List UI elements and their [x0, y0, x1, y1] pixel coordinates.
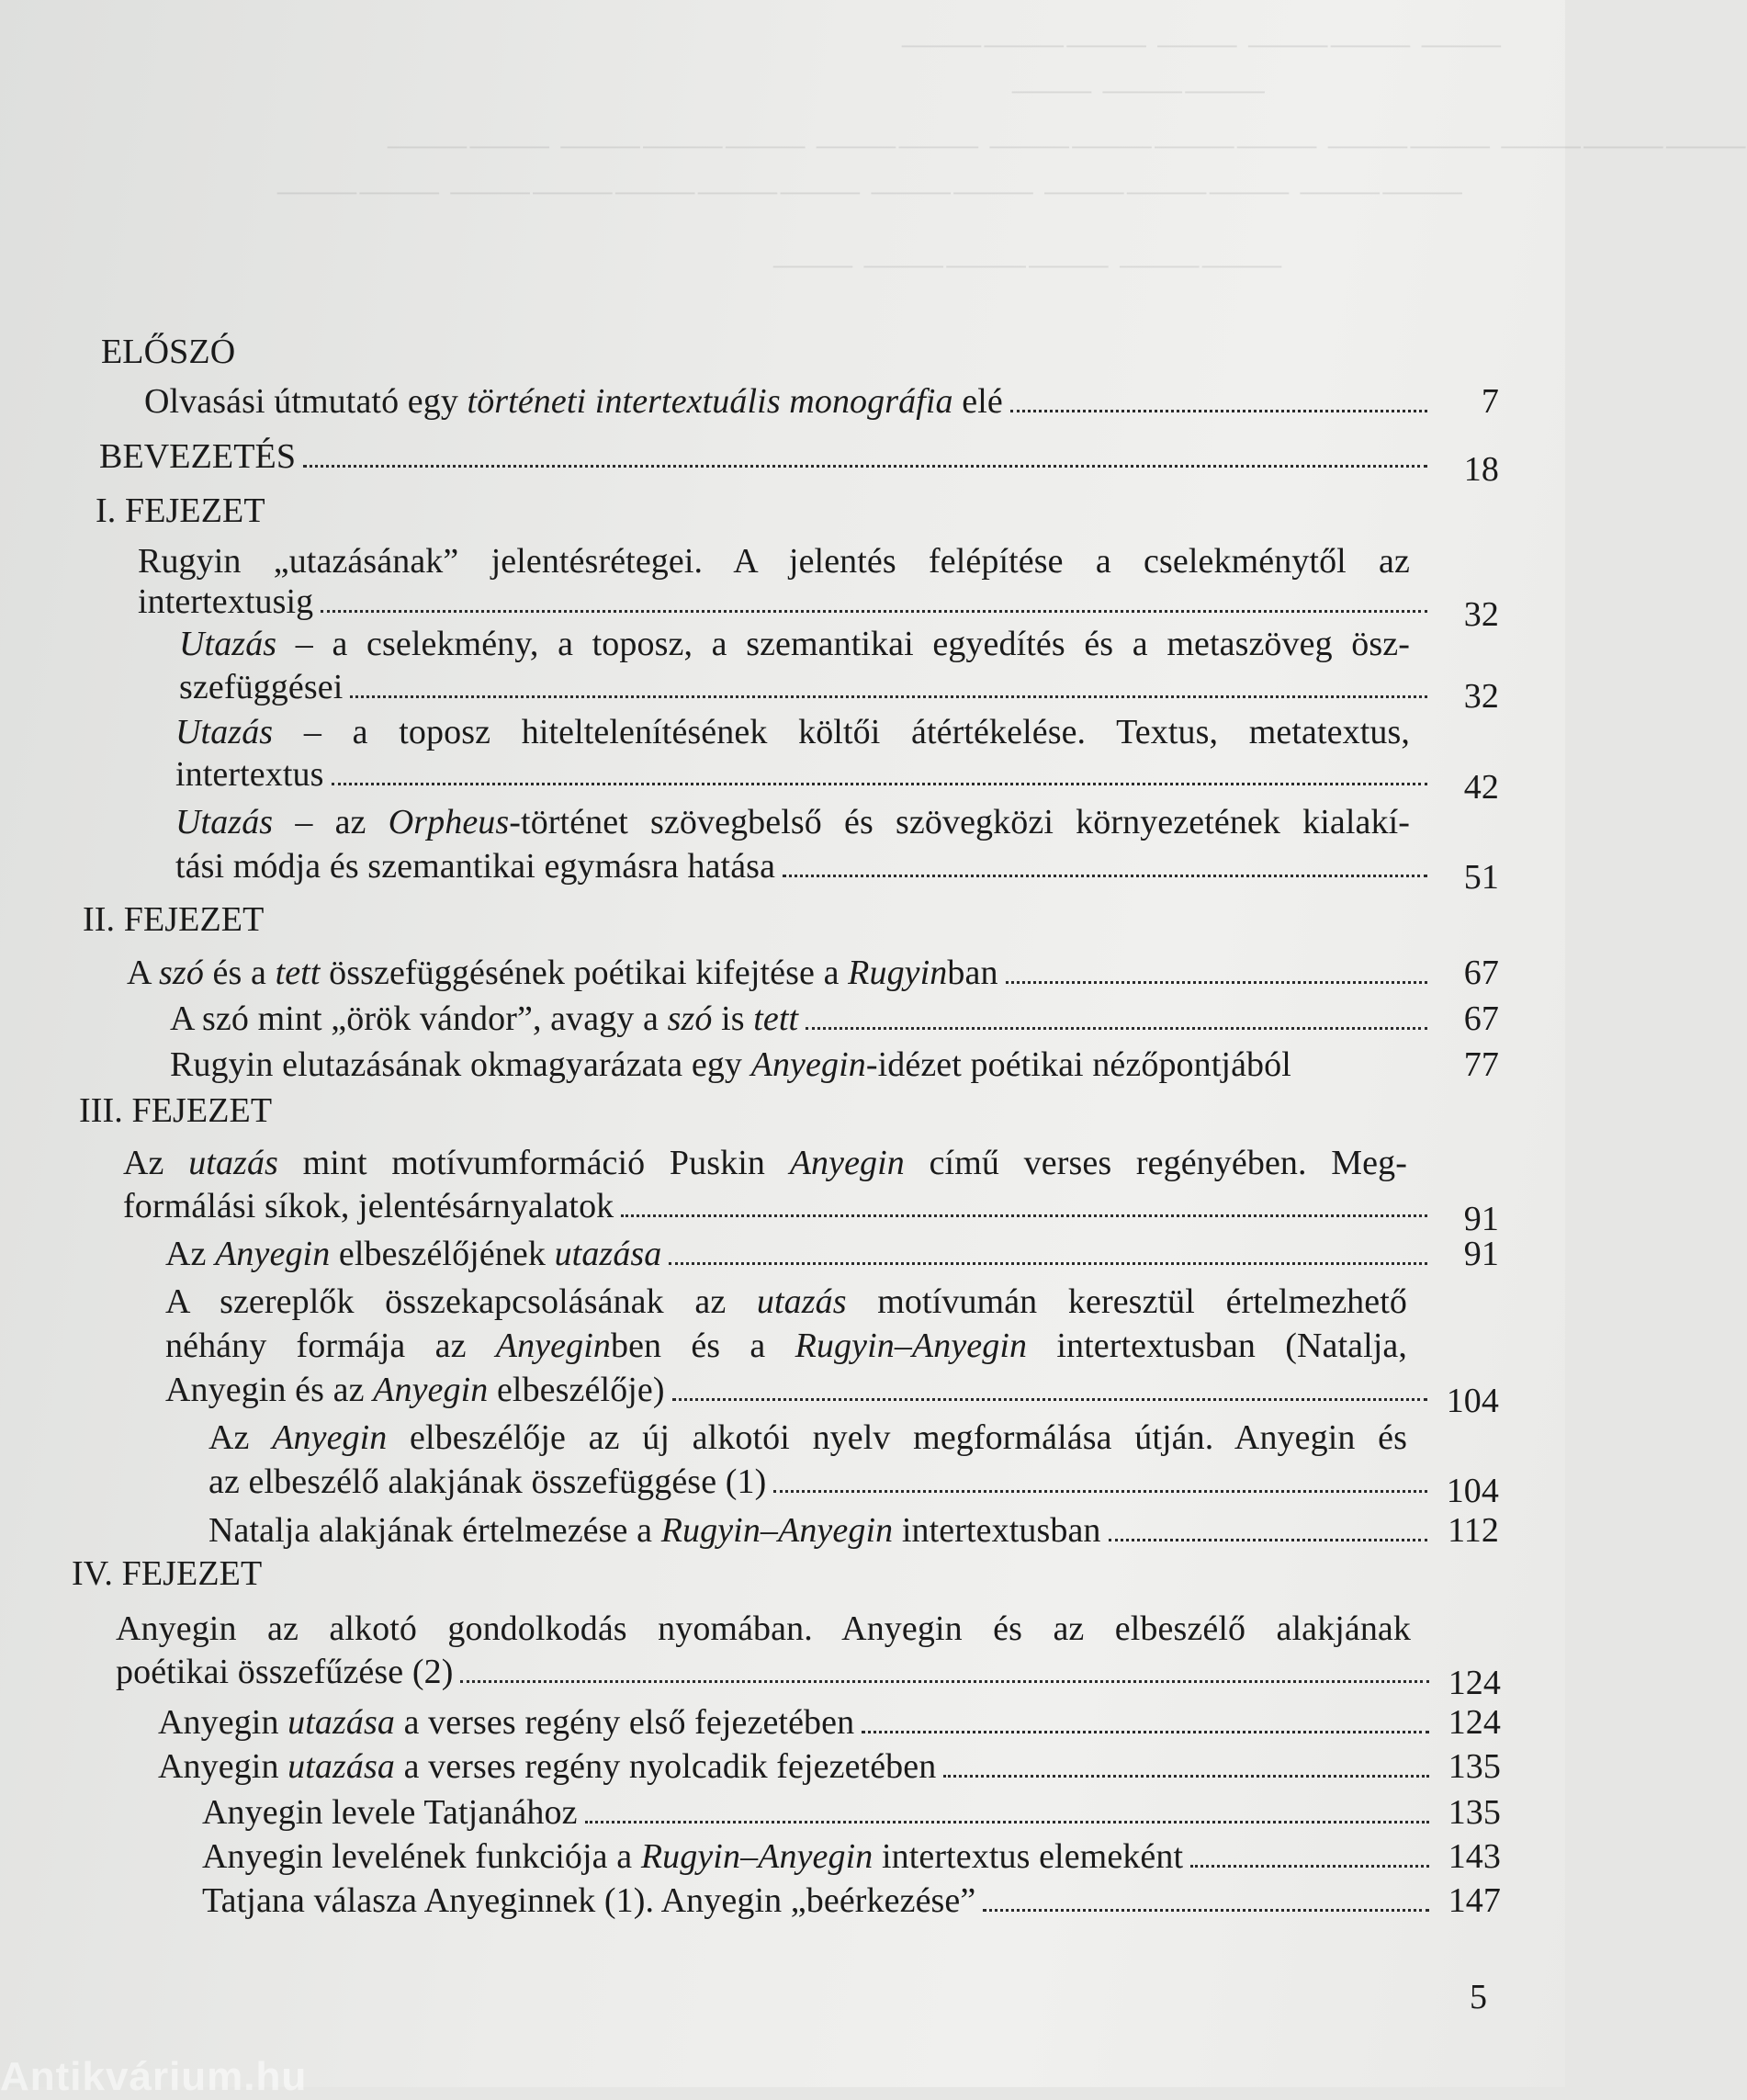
page-ref: 124 [1448, 1703, 1501, 1742]
toc-entry-ch4-s4[interactable]: Anyegin levelének funkciója a Rugyin–Anyegin intertextus elemeként 143 [202, 1837, 1501, 1876]
toc-entry-ch4-main-cont[interactable]: poétikai összefűzése (2) 124 [116, 1653, 1501, 1702]
page-ref: 67 [1463, 999, 1499, 1038]
toc-entry-ch3-main-cont[interactable]: formálási síkok, jelentésárnyalatok 91 [123, 1187, 1499, 1238]
toc-entry-ch3-s1[interactable]: Az Anyegin elbeszélőjének utazása 91 [165, 1235, 1499, 1273]
toc-entry-ch1-main[interactable]: Rugyin „utazásának” jelentésrétegei. A jelentés felépítése a cselekménytől az [138, 542, 1410, 581]
leader-dots [672, 1398, 1427, 1401]
leader-dots [1109, 1539, 1427, 1541]
watermark-logo: Antikvárium.hu [0, 2054, 308, 2099]
leader-dots [621, 1214, 1427, 1217]
toc-entry-ch1-main-cont[interactable]: intertextusig 32 [138, 582, 1499, 634]
page-ref: 143 [1448, 1837, 1501, 1876]
leader-dots [1190, 1865, 1429, 1868]
toc-entry-ch1-s1[interactable]: Utazás – a cselekmény, a toposz, a szemantikai egyedítés és a metaszöveg ösz- [179, 625, 1410, 663]
page-ref: 104 [1446, 1382, 1499, 1420]
toc-entry-ch3-s2[interactable]: A szereplők összekapcsolásának az utazás motívumán keresztül értelmezhető [165, 1282, 1407, 1321]
heading-chapter-4: IV. FEJEZET [72, 1554, 263, 1593]
leader-dots [862, 1731, 1429, 1733]
toc-entry-eloszo[interactable]: Olvasási útmutató egy történeti intertextuális monográfia elé 7 [144, 382, 1499, 421]
toc-entry-ch4-main[interactable]: Anyegin az alkotó gondolkodás nyomában. Anyegin és az elbeszélő alakjának [116, 1609, 1411, 1648]
toc-entry-ch4-s1[interactable]: Anyegin utazása a verses regény első fejezetében 124 [158, 1703, 1501, 1742]
leader-dots [669, 1262, 1427, 1265]
page-ref: 104 [1446, 1472, 1499, 1510]
toc-entry-ch1-s3-cont[interactable]: tási módja és szemantikai egymásra hatása 51 [175, 847, 1499, 897]
page-ref: 77 [1463, 1045, 1499, 1084]
page-ref: 91 [1463, 1200, 1499, 1238]
toc-entry-ch3-main[interactable]: Az utazás mint motívumformáció Puskin Anyegin című verses regényében. Meg- [123, 1144, 1407, 1182]
toc-entry-ch4-s3[interactable]: Anyegin levele Tatjanához 135 [202, 1793, 1501, 1832]
toc-entry-ch2-main[interactable]: A szó és a tett összefüggésének poétikai kifejtése a Rugyinban 67 [127, 954, 1499, 992]
toc-entry-ch4-s2[interactable]: Anyegin utazása a verses regény nyolcadik fejezetében 135 [158, 1747, 1501, 1786]
page-ref: 7 [1481, 382, 1499, 421]
page-ref: 91 [1463, 1235, 1499, 1273]
toc-entry-ch4-s5[interactable]: Tatjana válasza Anyeginnek (1). Anyegin „beérkezése” 147 [202, 1881, 1501, 1920]
page-ref: 124 [1448, 1664, 1501, 1702]
page-ref: 135 [1448, 1747, 1501, 1786]
leader-dots [983, 1909, 1429, 1912]
page-ref: 32 [1463, 677, 1499, 716]
leader-dots [303, 465, 1427, 468]
leader-dots [1006, 981, 1427, 984]
toc-entry-bevezetes[interactable]: BEVEZETÉS 18 [99, 437, 1499, 489]
leader-dots [350, 695, 1427, 698]
toc-entry-ch3-s2-line3[interactable]: Anyegin és az Anyegin elbeszélője) 104 [165, 1371, 1499, 1420]
page-ref: 67 [1463, 954, 1499, 992]
toc-entry-ch1-s3[interactable]: Utazás – az Orpheus-történet szövegbelső és szövegközi környezetének kialakí- [175, 803, 1410, 841]
leader-dots [321, 610, 1427, 613]
page-ref: 147 [1448, 1881, 1501, 1920]
book-page: ⸻ ⸻⸻ ⸻ ⸻⸻⸻ ⸻⸻ ⸻ ⸻⸻⸻ ⸻⸻ ⸻⸻⸻⸻ ⸻⸻ ⸻⸻⸻ ⸻⸻ ⸻⸻ ⸻⸻⸻ ⸻⸻ ⸻⸻⸻⸻⸻ ⸻⸻ ⸻⸻ ⸻⸻⸻ ⸻ ELŐSZÓ Olvasási útmutató egy történeti intertextuális monográfia elé 7 BEVEZETÉS 18 I. FEJEZET Rugyin „utazásának” jelentésrétegei. A jelentés felépítése a cselekménytől az intertextusig 32 Utazás – a cselekmény, a toposz, a szemantikai egyedítés és a metaszöveg ösz- szefüggései 32 Utazás – a toposz hiteltelenítésének költői átértékelése. Textus, metatextus, intertextus 42 Utazás – az Orpheus-történet szövegbelső és szövegközi környezetének kialakí- tási módja és szemantikai egymásra hatása 51 II. FEJEZET A szó és a tett összefüggésének poétikai kifejtése a Rugyinban 67 A szó mint „örök vándor”, avagy a szó is tett 67 Rugyin elutazásának okmagyarázata egy Anyegin-idézet poétikai nézőpontjából 77 III. FEJEZET Az utazás mint motívumformáció Puskin Anyegin című verses regényében. Meg- formálási síkok, jelentésárnyalatok 91 Az Anyegin elbeszélőjének utazása 91 A szereplők összekapcsolásának az utazás motívumán keresztül értelmezhető néhány formája az Anyeginben és a Rugyin–Anyegin intertextusban (Natalja, Anyegin és az Anyegin elbeszélője) 104 Az Anyegin elbeszélője az új alkotói nyelv megformálása útján. Anyegin és az elbeszélő alakjának összefüggése (1) 104 Natalja alakjának értelmezése a Rugyin–Anyegin intertextusban 112 IV. FEJEZET Anyegin az alkotó gondolkodás nyomában. Anyegin és az elbeszélő alakjának poétikai összefűzése (2) 124 Anyegin utazása a verses regény első fejezetében 124 Anyegin utazása a verses regény nyolcadik fejezetében 135 Anyegin levele Tatjanához 135 Anyegin levelének funkciója a Rugyin–Anyegin intertextus elemeként 143 Tatjana válasza Anyeginnek (1). Anyegin „beérkezése” 147 5 Antikvárium.hu [0, 0, 1565, 2087]
page-ref: 135 [1448, 1793, 1501, 1832]
leader-dots [1010, 410, 1427, 412]
toc-entry-ch2-s2[interactable]: Rugyin elutazásának okmagyarázata egy Anyegin-idézet poétikai nézőpontjából 77 [170, 1045, 1499, 1084]
page-ref: 32 [1463, 595, 1499, 634]
leader-dots [943, 1775, 1429, 1778]
toc-entry-ch1-s1-cont[interactable]: szefüggései 32 [179, 668, 1499, 716]
heading-eloszo: ELŐSZÓ [101, 333, 236, 371]
leader-dots [585, 1821, 1429, 1823]
leader-dots [783, 875, 1427, 877]
leader-dots [773, 1490, 1427, 1493]
page-ref: 42 [1463, 768, 1499, 807]
leader-dots [460, 1680, 1429, 1683]
page-ref: 18 [1463, 450, 1499, 489]
leader-dots [332, 783, 1427, 785]
leader-dots [806, 1027, 1427, 1030]
toc-entry-ch1-s2[interactable]: Utazás – a toposz hiteltelenítésének költői átértékelése. Textus, metatextus, [175, 713, 1410, 751]
toc-entry-ch3-s2-line2[interactable]: néhány formája az Anyeginben és a Rugyin–Anyegin intertextusban (Natalja, [165, 1327, 1408, 1365]
page-number: 5 [1470, 1978, 1487, 2016]
toc-entry-ch1-s2-cont[interactable]: intertextus 42 [175, 755, 1499, 807]
toc-entry-ch3-s3[interactable]: Az Anyegin elbeszélője az új alkotói nyelv megformálása útján. Anyegin és [209, 1418, 1408, 1457]
heading-chapter-1: I. FEJEZET [96, 491, 265, 530]
toc-entry-ch3-s4[interactable]: Natalja alakjának értelmezése a Rugyin–Anyegin intertextusban 112 [209, 1511, 1499, 1550]
toc-entry-ch2-s1[interactable]: A szó mint „örök vándor”, avagy a szó is tett 67 [170, 999, 1499, 1038]
heading-chapter-3: III. FEJEZET [79, 1091, 273, 1130]
heading-chapter-2: II. FEJEZET [83, 900, 265, 939]
page-ref: 112 [1448, 1511, 1499, 1550]
toc-entry-ch3-s3-cont[interactable]: az elbeszélő alakjának összefüggése (1) 104 [209, 1462, 1499, 1510]
page-ref: 51 [1463, 858, 1499, 897]
